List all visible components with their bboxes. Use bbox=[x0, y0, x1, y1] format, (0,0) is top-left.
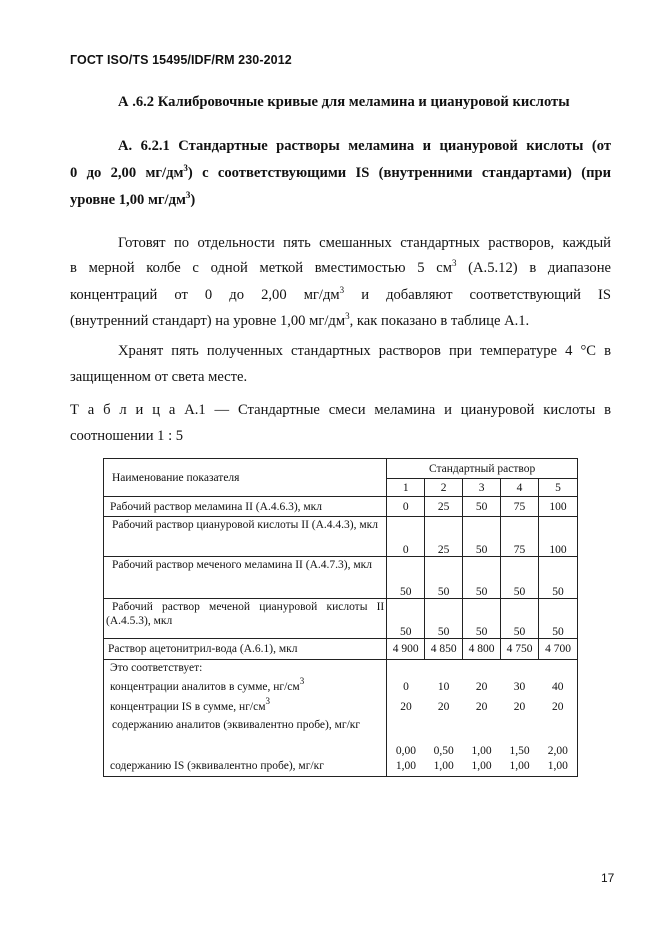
col-number: 5 bbox=[539, 479, 578, 497]
cell: 20 bbox=[475, 680, 488, 693]
table-row bbox=[104, 717, 578, 757]
cell: 4 750 bbox=[501, 639, 539, 660]
paragraph-1-line-2: в мерной колбе с одной меткой вместимостью 5 $см^3$ (А.5.12) в диапазоне bbox=[70, 258, 611, 276]
name-header: Наименование показателя bbox=[104, 459, 387, 497]
cell: 20 bbox=[387, 697, 425, 717]
cell: 20 bbox=[437, 700, 450, 713]
cell: 50 bbox=[501, 557, 539, 599]
cell: 50 bbox=[463, 517, 501, 557]
col-number: 3 bbox=[463, 479, 501, 497]
cell: 0 bbox=[387, 497, 425, 517]
table-row bbox=[104, 599, 578, 639]
table-row bbox=[104, 557, 578, 599]
row-label: Раствор ацетонитрил-вода (А.6.1), мкл bbox=[104, 639, 387, 660]
cell: 75 bbox=[501, 497, 539, 517]
empty-cell bbox=[387, 660, 578, 677]
row-label: содержанию IS (эквивалентно пробе), мг/кг bbox=[104, 757, 387, 777]
paragraph-1-line-3: концентраций от 0 до 2,00 $мг/дм^3$ и добавляют соответствующий IS bbox=[70, 285, 612, 303]
cell: 4 700 bbox=[539, 639, 578, 660]
table-row bbox=[104, 517, 578, 557]
table-row bbox=[104, 497, 578, 517]
paragraph-1-line-1: Готовят по отдельности пять смешанных стандартных растворов, каждый bbox=[118, 235, 611, 251]
subsection-line-2: 0 до 2,00 $мг/дм^3$) с соответствующими IS (внутренними стандартами) (при bbox=[70, 163, 612, 181]
page-number: 17 bbox=[601, 871, 615, 885]
row-label: концентрации аналитов в сумме, $нг/см^3$ bbox=[104, 677, 387, 697]
cell: 50 bbox=[463, 599, 501, 639]
col-number: 1 bbox=[387, 479, 425, 497]
cell: 50 bbox=[425, 599, 463, 639]
cell: 75 bbox=[501, 517, 539, 557]
cell: 25 bbox=[425, 497, 463, 517]
cell: 40 bbox=[539, 677, 578, 697]
cell: 50 bbox=[539, 599, 578, 639]
cell: 100 bbox=[539, 517, 578, 557]
cell: 1,00 bbox=[463, 757, 501, 777]
paragraph-2-line-1: Хранят пять полученных стандартных растворов при температуре 4 °С в bbox=[118, 343, 611, 359]
table-row bbox=[104, 639, 578, 660]
cell: 25 bbox=[425, 517, 463, 557]
cell: 1,00 bbox=[387, 757, 425, 777]
cell: 0,50 bbox=[433, 744, 454, 757]
col-number: 4 bbox=[501, 479, 539, 497]
cell: 1,00 bbox=[501, 757, 539, 777]
cell: 0 bbox=[387, 677, 425, 697]
cell: 50 bbox=[539, 557, 578, 599]
col-number: 2 bbox=[425, 479, 463, 497]
cell: 50 bbox=[387, 599, 425, 639]
row-label: Рабочий раствор циануровой кислоты II (А.4.4.3), мкл bbox=[104, 517, 387, 557]
table-row bbox=[104, 757, 578, 777]
cell: 20 bbox=[513, 700, 526, 713]
correspond-label: Это соответствует: bbox=[104, 660, 387, 677]
row-label: Рабочий раствор меченой циануровой кислоты II (А.4.5.3), мкл bbox=[104, 599, 387, 639]
table-caption-line-1: Т а б л и ц а А.1 — Стандартные смеси меламина и циануровой кислоты в bbox=[70, 402, 611, 418]
cell: 4 900 bbox=[387, 639, 425, 660]
cell: 0 bbox=[387, 517, 425, 557]
cell: 50 bbox=[387, 557, 425, 599]
cell: 0,00 bbox=[387, 717, 425, 757]
subsection-line-1: А. 6.2.1 Стандартные растворы меламина и циануровой кислоты (от bbox=[118, 138, 611, 154]
cell: 1,00 bbox=[471, 744, 492, 757]
standard-mixtures-table bbox=[103, 458, 578, 777]
cell: 50 bbox=[425, 557, 463, 599]
cell: 100 bbox=[539, 497, 578, 517]
cell: 20 bbox=[475, 700, 488, 713]
cell: 20 bbox=[539, 697, 578, 717]
cell: 1,50 bbox=[509, 744, 530, 757]
cell: 2,00 bbox=[539, 717, 578, 757]
cell: 30 bbox=[513, 680, 526, 693]
cell: 4 850 bbox=[425, 639, 463, 660]
cell: 1,00 bbox=[539, 757, 578, 777]
table-caption-line-2: соотношении 1 : 5 bbox=[70, 428, 184, 444]
subsection-line-3: уровне 1,00 $мг/дм^3$) bbox=[70, 190, 196, 208]
table-row bbox=[104, 677, 578, 697]
cell: 1,00 bbox=[425, 757, 463, 777]
cell: 50 bbox=[463, 497, 501, 517]
table-row bbox=[104, 697, 578, 717]
cell: 10 bbox=[437, 680, 450, 693]
document-header: ГОСТ ISO/TS 15495/IDF/RM 230-2012 bbox=[70, 53, 292, 67]
cell: 50 bbox=[463, 557, 501, 599]
cell: 50 bbox=[501, 599, 539, 639]
row-label: содержанию аналитов (эквивалентно пробе), мг/кг bbox=[104, 717, 387, 757]
section-title: А .6.2 Калибровочные кривые для меламина и циануровой кислоты bbox=[118, 94, 570, 110]
group-header: Стандартный раствор bbox=[387, 459, 578, 479]
row-label: Рабочий раствор меламина II (А.4.6.3), мкл bbox=[104, 497, 387, 517]
row-label: концентрации IS в сумме, $нг/см^3$ bbox=[104, 697, 387, 717]
cell: 4 800 bbox=[463, 639, 501, 660]
paragraph-1-line-4: (внутренний стандарт) на уровне 1,00 $мг/дм^3$, как показано в таблице А.1. bbox=[70, 311, 530, 329]
row-label: Рабочий раствор меченого меламина II (А.4.7.3), мкл bbox=[104, 557, 387, 599]
paragraph-2-line-2: защищенном от света месте. bbox=[70, 369, 248, 385]
